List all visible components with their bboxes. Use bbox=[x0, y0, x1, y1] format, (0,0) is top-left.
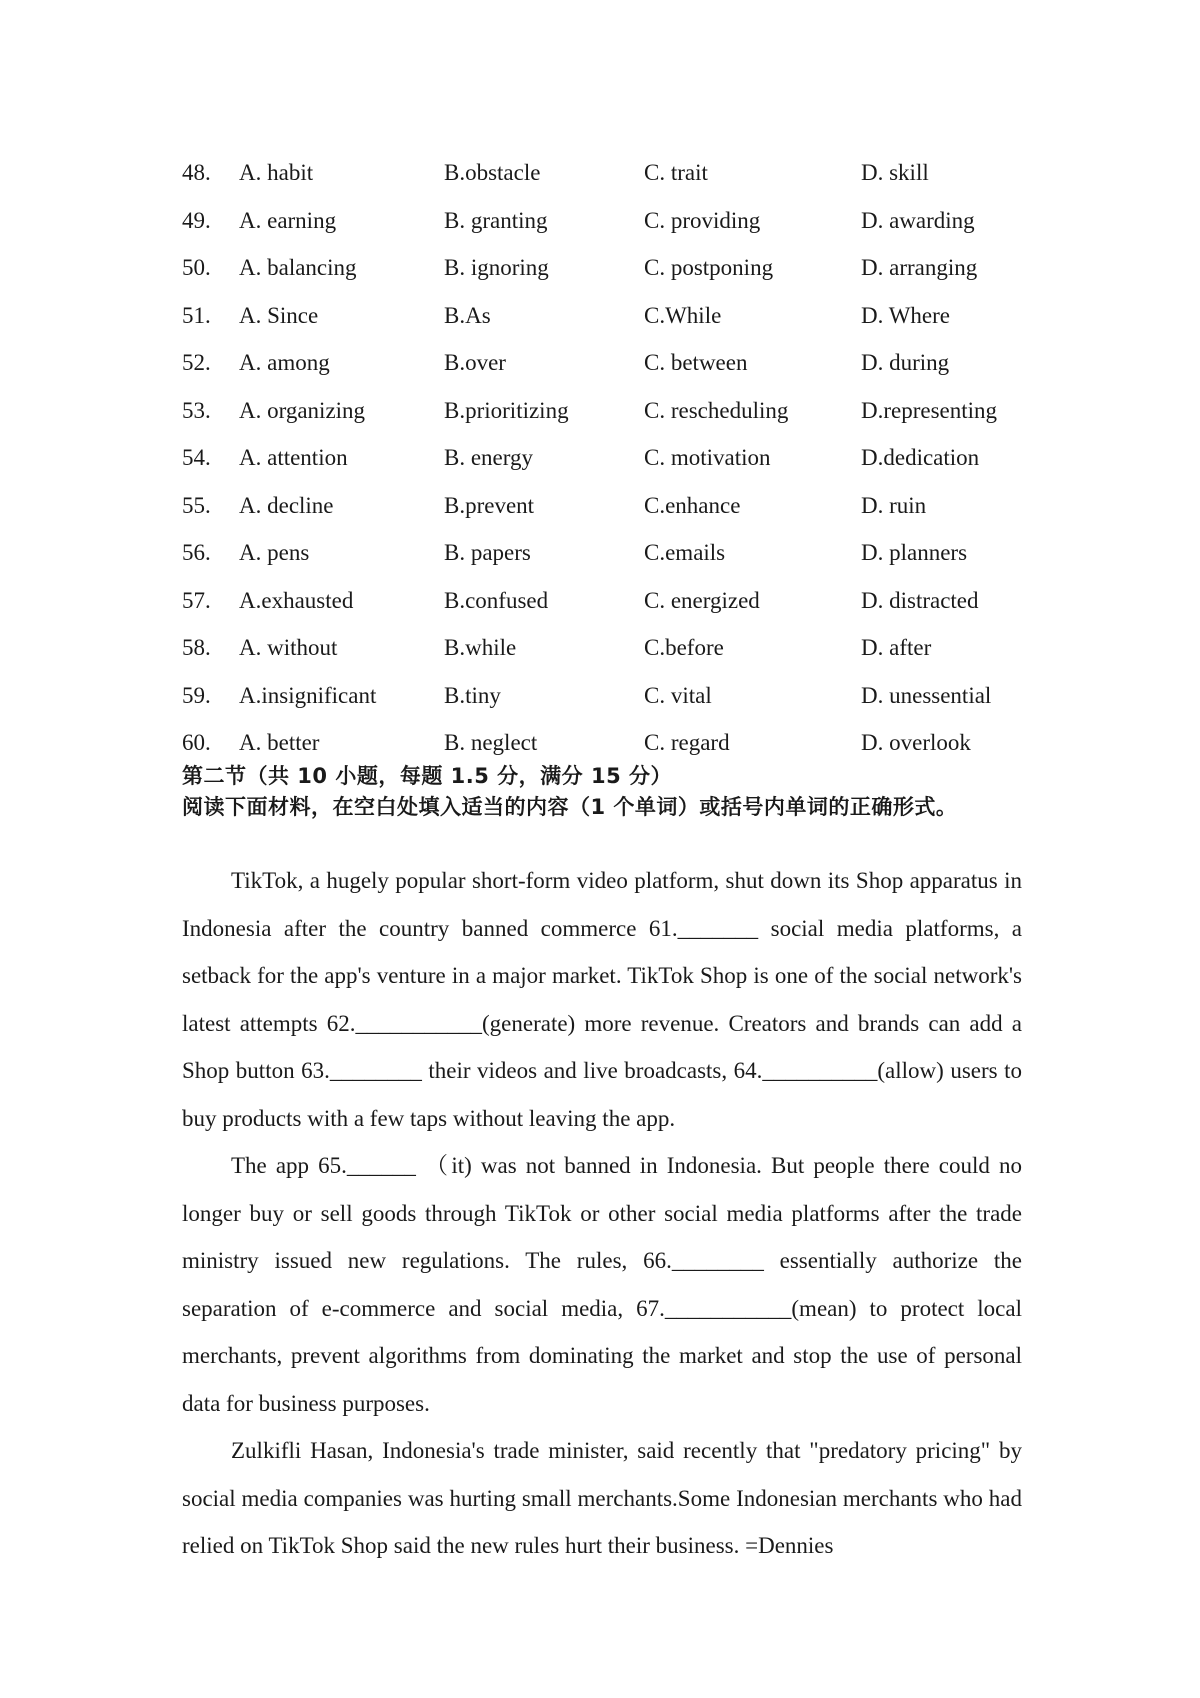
passage-paragraph-2: The app 65.______ （it) was not banned in Indonesia. But people there could no longer buy or sell goods through TikTok or other social media platforms after the trade ministry issued new regulations. The rules, 66.________ essentially authorize the separation of e-commerce and social media, 67.___________(mean) to protect local merchants, prevent algorithms from dominating the market and stop the use of personal data for business purposes. bbox=[182, 1153, 1022, 1416]
option-row-56 bbox=[182, 529, 1042, 577]
option-row-55 bbox=[182, 482, 1042, 530]
option-row-59 bbox=[182, 672, 1042, 720]
option-c: C. vital bbox=[644, 682, 712, 708]
option-d: D. distracted bbox=[861, 587, 979, 613]
option-b: B.tiny bbox=[444, 682, 501, 708]
option-row-51 bbox=[182, 292, 1042, 340]
option-b: B.obstacle bbox=[444, 160, 541, 185]
passage-paragraph-1: TikTok, a hugely popular short-form video platform, shut down its Shop apparatus in Indonesia after the country banned commerce 61._______ social media platforms, a setback for the app's venture in a major market. TikTok Shop is one of the social network's latest attempts 62.___________(generate) more revenue. Creators and brands can add a Shop button 63.________ their videos and live broadcasts, 64.__________(allow) users to buy products with a few taps without leaving the app. bbox=[182, 868, 1022, 1131]
question-number: 51. bbox=[182, 302, 211, 328]
option-d: D. ruin bbox=[861, 492, 927, 518]
option-a: A. pens bbox=[239, 540, 310, 565]
option-b: B.prioritizing bbox=[444, 397, 569, 423]
option-b: B.over bbox=[444, 350, 506, 375]
option-c: C. motivation bbox=[644, 445, 771, 470]
option-a: A. better bbox=[239, 730, 320, 755]
option-row-52 bbox=[182, 339, 1042, 387]
question-number: 55. bbox=[182, 492, 211, 518]
question-number: 60. bbox=[182, 730, 211, 755]
option-d: D. planners bbox=[861, 540, 968, 565]
option-d: D. overlook bbox=[861, 730, 971, 755]
option-b: B. ignoring bbox=[444, 255, 549, 280]
option-c: C.While bbox=[644, 302, 722, 328]
option-row-53 bbox=[182, 387, 1042, 435]
option-b: B. neglect bbox=[444, 730, 538, 755]
option-b: B. papers bbox=[444, 540, 531, 565]
option-b: B. granting bbox=[444, 207, 548, 233]
question-number: 58. bbox=[182, 635, 211, 660]
passage-paragraph-3: Zulkifli Hasan, Indonesia's trade minister, said recently that "predatory pricing" by social media companies was hurting small merchants.Some Indonesian merchants who had relied on TikTok Shop said the new rules hurt their business. =Dennies bbox=[182, 1438, 1022, 1558]
option-row-49 bbox=[182, 197, 1042, 245]
option-d: D.dedication bbox=[861, 445, 980, 470]
option-c: C. rescheduling bbox=[644, 397, 789, 423]
option-c: C.emails bbox=[644, 540, 726, 565]
option-row-54 bbox=[182, 434, 1042, 482]
question-number: 59. bbox=[182, 682, 211, 708]
section-instruction: 阅读下面材料，在空白处填入适当的内容（1 个单词）或括号内单词的正确形式。 bbox=[182, 795, 958, 819]
option-d: D. Where bbox=[861, 302, 950, 328]
reading-passage bbox=[182, 857, 1022, 1570]
option-b: B.prevent bbox=[444, 492, 535, 518]
option-row-60 bbox=[182, 719, 1042, 767]
option-a: A. balancing bbox=[239, 255, 357, 280]
option-d: D. after bbox=[861, 635, 932, 660]
option-b: B.confused bbox=[444, 587, 549, 613]
question-number: 57. bbox=[182, 587, 211, 613]
option-row-58 bbox=[182, 624, 1042, 672]
option-d: D. arranging bbox=[861, 255, 978, 280]
option-a: A. without bbox=[239, 635, 338, 660]
option-c: C.enhance bbox=[644, 492, 741, 518]
option-c: C. energized bbox=[644, 587, 760, 613]
question-number: 52. bbox=[182, 350, 211, 375]
question-number: 49. bbox=[182, 207, 211, 233]
option-d: D.representing bbox=[861, 397, 998, 423]
section-heading: 第二节（共 10 小题，每题 1.5 分，满分 15 分） bbox=[182, 764, 673, 788]
option-a: A. habit bbox=[239, 160, 314, 185]
question-number: 48. bbox=[182, 160, 211, 185]
question-number: 50. bbox=[182, 255, 211, 280]
option-a: A. attention bbox=[239, 445, 348, 470]
option-row-50 bbox=[182, 244, 1042, 292]
option-c: C. regard bbox=[644, 730, 730, 755]
option-d: D. awarding bbox=[861, 207, 975, 233]
option-c: C. postponing bbox=[644, 255, 774, 280]
option-a: A. organizing bbox=[239, 397, 366, 423]
option-b: B. energy bbox=[444, 445, 534, 470]
option-a: A. among bbox=[239, 350, 330, 375]
option-a: A. decline bbox=[239, 492, 334, 518]
answer-options-list bbox=[182, 149, 1042, 767]
question-number: 54. bbox=[182, 445, 211, 470]
option-c: C. trait bbox=[644, 160, 708, 185]
option-a: A. earning bbox=[239, 207, 337, 233]
option-d: D. unessential bbox=[861, 682, 992, 708]
option-b: B.while bbox=[444, 635, 517, 660]
option-a: A. Since bbox=[239, 302, 319, 328]
question-number: 53. bbox=[182, 397, 211, 423]
question-number: 56. bbox=[182, 540, 211, 565]
option-a: A.exhausted bbox=[239, 587, 354, 613]
option-d: D. skill bbox=[861, 160, 929, 185]
option-b: B.As bbox=[444, 302, 491, 328]
option-row-48 bbox=[182, 149, 1042, 197]
option-row-57 bbox=[182, 577, 1042, 625]
option-d: D. during bbox=[861, 350, 950, 375]
option-c: C.before bbox=[644, 635, 724, 660]
option-c: C. between bbox=[644, 350, 748, 375]
option-c: C. providing bbox=[644, 207, 761, 233]
option-a: A.insignificant bbox=[239, 682, 377, 708]
